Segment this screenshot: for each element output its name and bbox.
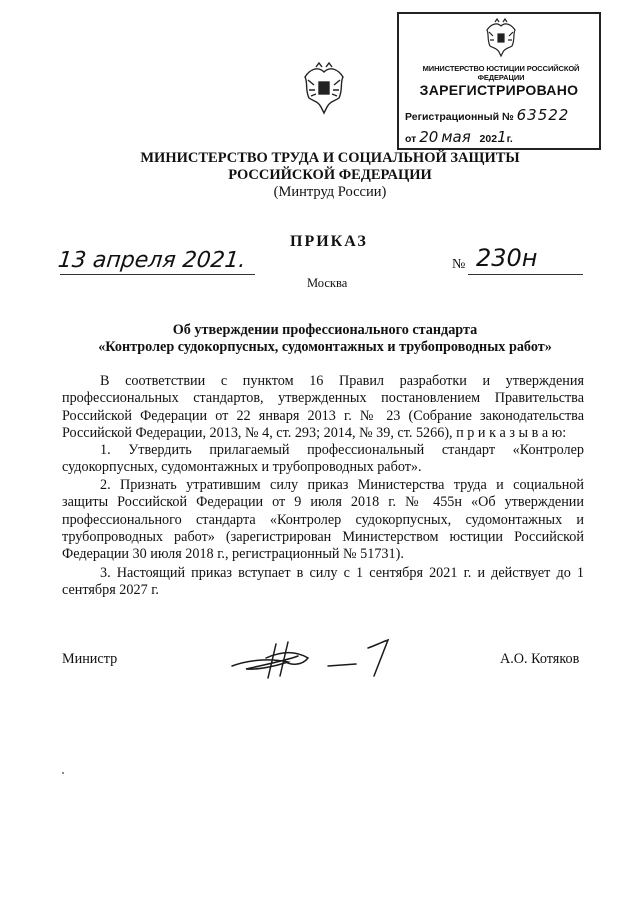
- stamp-registration: [405, 106, 569, 124]
- number-underline: [468, 274, 583, 275]
- coat-of-arms-icon: [300, 62, 348, 118]
- order-title: ПРИКАЗ: [290, 233, 368, 250]
- stamp-organization: МИНИСТЕРСТВО ЮСТИЦИИ РОССИЙСКОЙ ФЕДЕРАЦИИ: [422, 64, 580, 82]
- paragraph-item-1: 1. Утвердить прилагаемый профессиональный стандарт «Контролер судокорпусных, судомонтажных и трубопроводных работ».: [62, 442, 584, 476]
- ministry-short-name: (Минтруд России): [273, 184, 387, 200]
- order-number-label: №: [452, 257, 466, 272]
- stamp-date-month: мая: [441, 128, 471, 146]
- stamp-date-year-hand: 1: [497, 128, 507, 146]
- ministry-line-1: МИНИСТЕРСТВО ТРУДА И СОЦИАЛЬНОЙ ЗАЩИТЫ: [140, 150, 520, 166]
- paragraph-item-3: 3. Настоящий приказ вступает в силу с 1 сентября 2021 г. и действует до 1 сентября 2027 г.: [62, 565, 584, 599]
- document-title-line-1: Об утверждении профессионального стандарта: [172, 322, 478, 338]
- order-date: 13 апреля 2021.: [56, 248, 247, 273]
- stamp-date: [405, 128, 513, 146]
- stamp-title: ЗАРЕГИСТРИРОВАНО: [419, 82, 579, 98]
- document-title-line-2: «Контролер судокорпусных, судомонтажных и трубопроводных работ»: [98, 339, 552, 355]
- order-city: Москва: [307, 276, 348, 290]
- paragraph-preamble: В соответствии с пунктом 16 Правил разработки и утверждения профессиональных стандартов, утвержденных постановлением Правительства Российской Федерации от 22 января 2013 г. № 23 (Собрание законодательства Российской Федерации, 2013, № 4, ст. 293; 2014, № 39, ст. 5266), п р и к а з ы в а ю:: [62, 373, 584, 441]
- ministry-name: [120, 150, 540, 184]
- signatory-name: А.О. Котяков: [500, 651, 580, 667]
- document-title: [60, 322, 590, 356]
- stamp-date-day: 20: [419, 128, 439, 146]
- order-number: 230н: [476, 244, 538, 272]
- stamp-reg-number: 63522: [516, 106, 570, 124]
- paragraph-item-2: 2. Признать утратившим силу приказ Министерства труда и социальной защиты Российской Федерации от 9 июля 2018 г. № 455н «Об утверждении профессионального стандарта «Контролер судокорпусных, судомонтажных и трубопроводных работ» (зарегистрирован Министерством юстиции Российской Федерации 30 июля 2018 г., регистрационный № 51731).: [62, 477, 584, 563]
- handwritten-signature: [228, 636, 404, 682]
- stamp-date-year: 202: [479, 133, 498, 145]
- stamp-date-prefix: от: [405, 133, 417, 145]
- registration-stamp: [397, 12, 601, 150]
- stamp-reg-label: Регистрационный №: [405, 111, 514, 123]
- stamp-date-suffix: г.: [506, 133, 513, 145]
- scan-speck: [62, 772, 64, 774]
- date-underline: [60, 274, 255, 275]
- coat-of-arms-icon: [483, 18, 519, 60]
- ministry-line-2: РОССИЙСКОЙ ФЕДЕРАЦИИ: [228, 167, 432, 183]
- signatory-title: Министр: [62, 651, 118, 667]
